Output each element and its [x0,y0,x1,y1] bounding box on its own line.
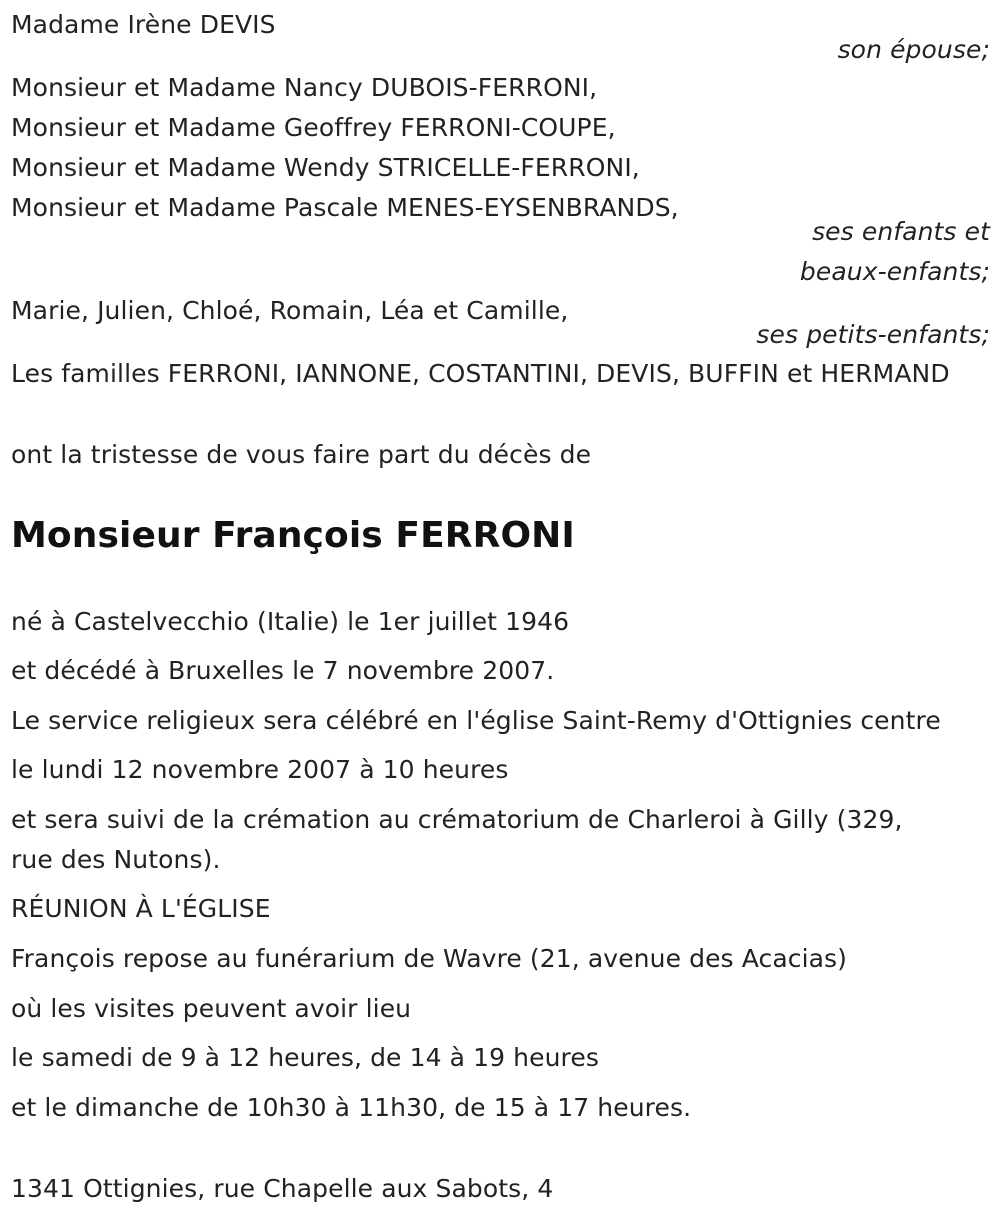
children-role-line2: beaux-enfants; [799,257,990,286]
detail-line: et décédé à Bruxelles le 7 novembre 2007. [11,656,555,685]
detail-line: et sera suivi de la crémation au crématorium de Charleroi à Gilly (329, [11,805,903,834]
detail-line: né à Castelvecchio (Italie) le 1er juillet 1946 [11,607,570,636]
detail-line: François repose au funérarium de Wavre (21, avenue des Acacias) [11,944,848,973]
child-line: Monsieur et Madame Nancy DUBOIS-FERRONI, [11,73,598,102]
detail-line: Le service religieux sera célébré en l'église Saint-Remy d'Ottignies centre [11,706,941,735]
spouse-role: son épouse; [837,35,990,64]
child-line: Monsieur et Madame Pascale MENES-EYSENBRANDS, [11,193,679,222]
detail-line: le lundi 12 novembre 2007 à 10 heures [11,755,509,784]
address: 1341 Ottignies, rue Chapelle aux Sabots, 4 [11,1174,554,1203]
detail-line: le samedi de 9 à 12 heures, de 14 à 19 heures [11,1043,599,1072]
announcement-text: ont la tristesse de vous faire part du décès de [11,440,592,469]
detail-line: et le dimanche de 10h30 à 11h30, de 15 à 17 heures. [11,1093,692,1122]
child-line: Monsieur et Madame Wendy STRICELLE-FERRONI, [11,153,640,182]
families-line: Les familles FERRONI, IANNONE, COSTANTINI, DEVIS, BUFFIN et HERMAND [11,359,950,388]
spouse-name: Madame Irène DEVIS [11,10,276,39]
detail-line: où les visites peuvent avoir lieu [11,994,412,1023]
deceased-name: Monsieur François FERRONI [11,515,575,556]
detail-line: RÉUNION À L'ÉGLISE [11,894,271,923]
detail-line: rue des Nutons). [11,845,221,874]
grandchildren-role: ses petits-enfants; [756,320,990,349]
grandchildren-names: Marie, Julien, Chloé, Romain, Léa et Camille, [11,296,569,325]
child-line: Monsieur et Madame Geoffrey FERRONI-COUPE, [11,113,616,142]
children-role-line1: ses enfants et [812,217,990,246]
